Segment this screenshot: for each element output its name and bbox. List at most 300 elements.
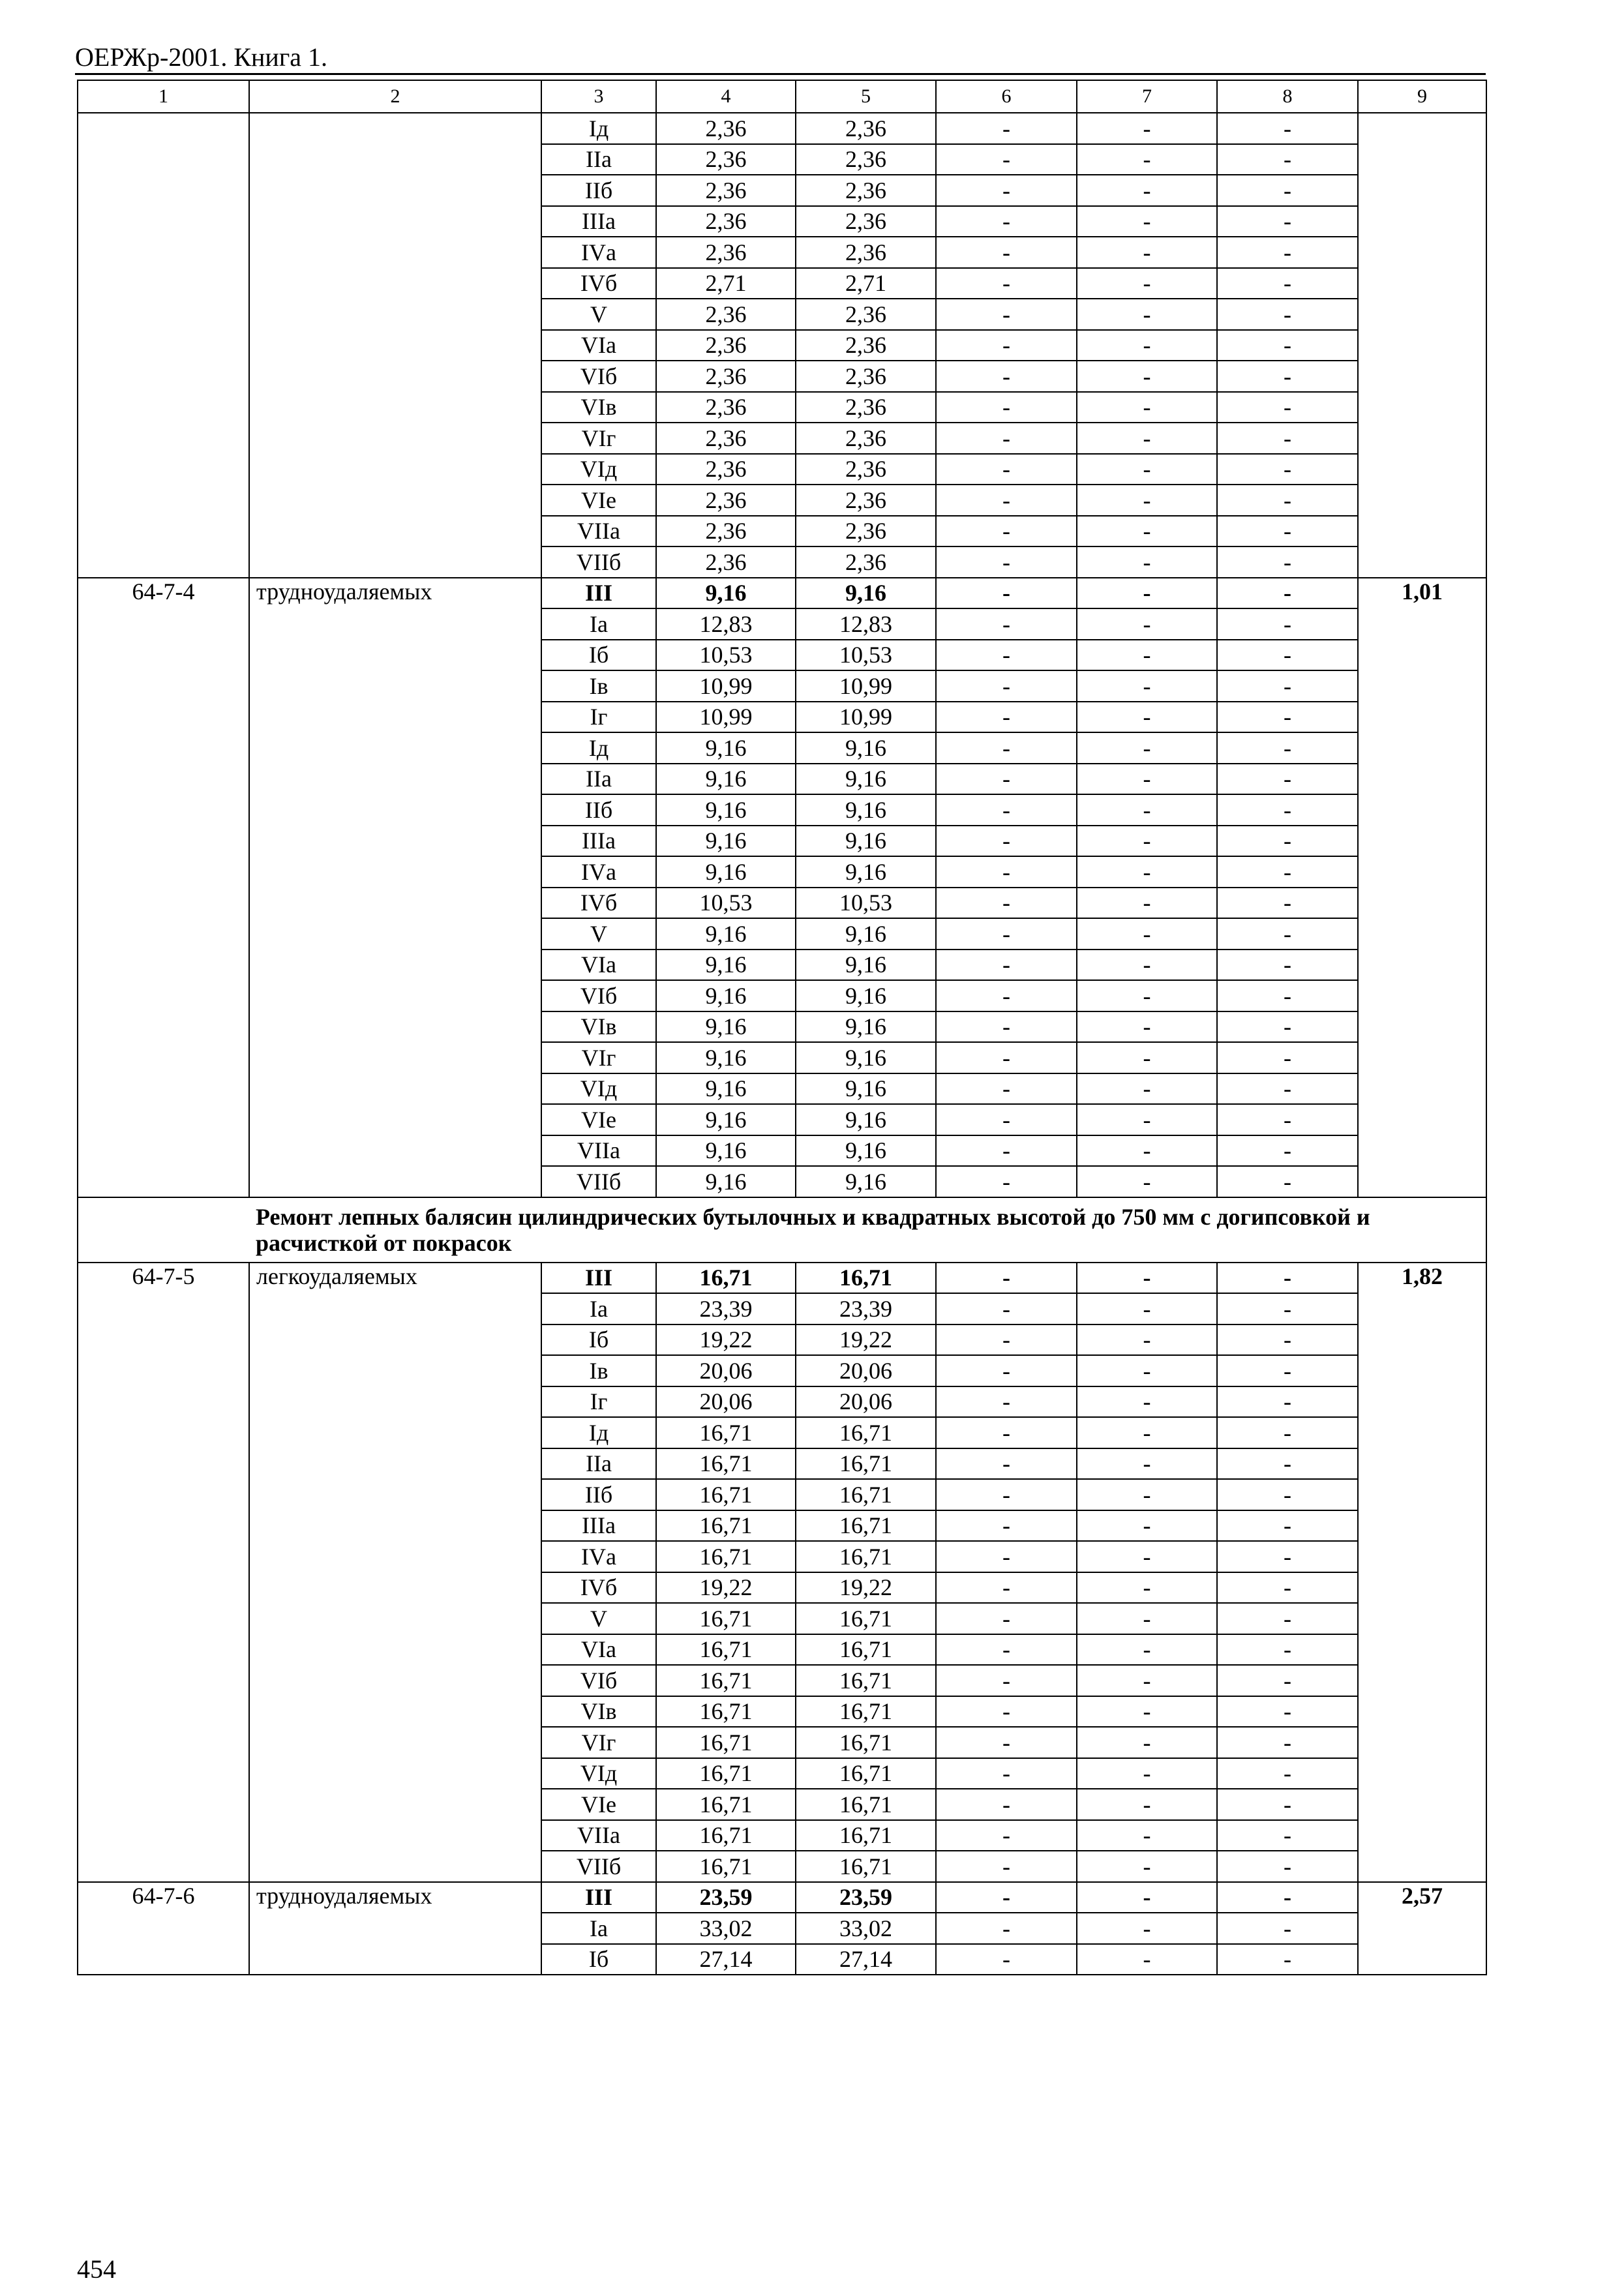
dash-cell: -: [936, 1135, 1077, 1167]
value-cell: 9,16: [656, 732, 796, 764]
zone-cell: VIе: [541, 1789, 656, 1820]
zone-cell: III: [541, 1263, 656, 1294]
zone-cell: VIд: [541, 1073, 656, 1105]
value-cell: 10,53: [656, 640, 796, 671]
dash-cell: -: [936, 702, 1077, 733]
dash-cell: -: [936, 206, 1077, 237]
value-cell: 9,16: [796, 764, 936, 795]
dash-cell: -: [1217, 640, 1358, 671]
value-cell: 16,71: [796, 1851, 936, 1882]
zone-cell: V: [541, 1603, 656, 1634]
rates-table: [77, 80, 1487, 1975]
column-header: 7: [1077, 80, 1217, 113]
dash-cell: -: [1217, 1758, 1358, 1789]
dash-cell: -: [1077, 1510, 1217, 1542]
value-cell: 9,16: [656, 1135, 796, 1167]
value-cell: 9,16: [796, 1104, 936, 1135]
dash-cell: -: [1077, 206, 1217, 237]
dash-cell: -: [1217, 1073, 1358, 1105]
item-code: [78, 113, 249, 578]
dash-cell: -: [936, 113, 1077, 144]
value-cell: 2,36: [796, 361, 936, 392]
value-cell: 9,16: [796, 1135, 936, 1167]
zone-cell: VIIб: [541, 1851, 656, 1882]
dash-cell: -: [936, 888, 1077, 919]
zone-cell: IIIа: [541, 1510, 656, 1542]
value-cell: 9,16: [796, 1073, 936, 1105]
value-cell: 16,71: [796, 1603, 936, 1634]
dash-cell: -: [1077, 1135, 1217, 1167]
zone-cell: Iб: [541, 1944, 656, 1975]
value-cell: 2,36: [656, 113, 796, 144]
item-code: 64-7-6: [78, 1882, 249, 1975]
dash-cell: -: [936, 1882, 1077, 1913]
value-cell: 9,16: [796, 950, 936, 981]
dash-cell: -: [1217, 856, 1358, 888]
dash-cell: -: [936, 299, 1077, 330]
dash-cell: -: [936, 1820, 1077, 1851]
value-cell: 16,71: [796, 1541, 936, 1572]
value-cell: 12,83: [656, 608, 796, 640]
value-cell: 16,71: [796, 1789, 936, 1820]
dash-cell: -: [1217, 918, 1358, 950]
coefficient-cell: 2,57: [1358, 1882, 1486, 1975]
dash-cell: -: [1217, 764, 1358, 795]
dash-cell: -: [936, 826, 1077, 857]
dash-cell: -: [936, 423, 1077, 454]
value-cell: 23,39: [656, 1293, 796, 1324]
dash-cell: -: [1217, 1166, 1358, 1197]
dash-cell: -: [1217, 670, 1358, 702]
value-cell: 9,16: [796, 732, 936, 764]
dash-cell: -: [936, 794, 1077, 826]
value-cell: 2,36: [796, 423, 936, 454]
value-cell: 2,36: [796, 113, 936, 144]
value-cell: 9,16: [656, 1011, 796, 1043]
column-header: 4: [656, 80, 796, 113]
dash-cell: -: [936, 918, 1077, 950]
dash-cell: -: [1217, 206, 1358, 237]
dash-cell: -: [1217, 826, 1358, 857]
value-cell: 23,59: [656, 1882, 796, 1913]
dash-cell: -: [1077, 888, 1217, 919]
dash-cell: -: [1217, 1603, 1358, 1634]
value-cell: 2,36: [656, 454, 796, 485]
dash-cell: -: [1217, 1448, 1358, 1480]
zone-cell: Iб: [541, 640, 656, 671]
value-cell: 16,71: [656, 1603, 796, 1634]
zone-cell: V: [541, 299, 656, 330]
dash-cell: -: [1217, 1789, 1358, 1820]
value-cell: 9,16: [796, 826, 936, 857]
value-cell: 9,16: [796, 980, 936, 1011]
dash-cell: -: [936, 1665, 1077, 1696]
dash-cell: -: [1217, 454, 1358, 485]
dash-cell: -: [1217, 1851, 1358, 1882]
dash-cell: -: [936, 1355, 1077, 1386]
dash-cell: -: [1077, 1696, 1217, 1728]
dash-cell: -: [1077, 1944, 1217, 1975]
dash-cell: -: [936, 670, 1077, 702]
zone-cell: Iд: [541, 732, 656, 764]
dash-cell: -: [1077, 1851, 1217, 1882]
item-code: 64-7-5: [78, 1263, 249, 1882]
value-cell: 10,99: [656, 702, 796, 733]
value-cell: 10,99: [796, 670, 936, 702]
value-cell: 16,71: [796, 1417, 936, 1448]
value-cell: 23,39: [796, 1293, 936, 1324]
value-cell: 16,71: [796, 1634, 936, 1666]
zone-cell: IVа: [541, 237, 656, 268]
value-cell: 33,02: [656, 1913, 796, 1944]
zone-cell: VIе: [541, 1104, 656, 1135]
dash-cell: -: [1217, 608, 1358, 640]
dash-cell: -: [1077, 1882, 1217, 1913]
dash-cell: -: [936, 1572, 1077, 1604]
dash-cell: -: [1077, 1541, 1217, 1572]
dash-cell: -: [936, 268, 1077, 299]
zone-cell: VIе: [541, 485, 656, 516]
value-cell: 16,71: [796, 1479, 936, 1510]
dash-cell: -: [1077, 1665, 1217, 1696]
value-cell: 2,36: [656, 423, 796, 454]
dash-cell: -: [1217, 980, 1358, 1011]
value-cell: 16,71: [656, 1541, 796, 1572]
dash-cell: -: [1077, 423, 1217, 454]
dash-cell: -: [936, 1789, 1077, 1820]
dash-cell: -: [936, 1944, 1077, 1975]
dash-cell: -: [1217, 1104, 1358, 1135]
zone-cell: IVа: [541, 1541, 656, 1572]
dash-cell: -: [1217, 299, 1358, 330]
zone-cell: VIг: [541, 1727, 656, 1758]
page-number: 454: [77, 2254, 116, 2284]
header-rule: [75, 73, 1486, 75]
zone-cell: VIб: [541, 980, 656, 1011]
dash-cell: -: [1217, 1510, 1358, 1542]
dash-cell: -: [936, 1541, 1077, 1572]
dash-cell: -: [1217, 1386, 1358, 1418]
zone-cell: VIв: [541, 1696, 656, 1728]
zone-cell: IIб: [541, 175, 656, 206]
dash-cell: -: [936, 1603, 1077, 1634]
dash-cell: -: [936, 950, 1077, 981]
dash-cell: -: [1217, 1263, 1358, 1294]
zone-cell: IIIа: [541, 826, 656, 857]
dash-cell: -: [1077, 578, 1217, 609]
dash-cell: -: [1077, 1789, 1217, 1820]
dash-cell: -: [1217, 516, 1358, 547]
dash-cell: -: [936, 764, 1077, 795]
dash-cell: -: [1077, 1293, 1217, 1324]
value-cell: 19,22: [796, 1572, 936, 1604]
dash-cell: -: [1217, 1944, 1358, 1975]
dash-cell: -: [1217, 546, 1358, 578]
dash-cell: -: [936, 1727, 1077, 1758]
column-header: 6: [936, 80, 1077, 113]
dash-cell: -: [1077, 299, 1217, 330]
dash-cell: -: [936, 485, 1077, 516]
value-cell: 10,99: [796, 702, 936, 733]
dash-cell: -: [1217, 1417, 1358, 1448]
dash-cell: -: [1217, 1634, 1358, 1666]
section-title-row: [78, 1197, 1486, 1263]
zone-cell: III: [541, 578, 656, 609]
zone-cell: III: [541, 1882, 656, 1913]
zone-cell: Iд: [541, 1417, 656, 1448]
dash-cell: -: [1077, 1386, 1217, 1418]
dash-cell: -: [1217, 1572, 1358, 1604]
dash-cell: -: [936, 1263, 1077, 1294]
dash-cell: -: [1077, 732, 1217, 764]
value-cell: 16,71: [656, 1263, 796, 1294]
dash-cell: -: [1077, 546, 1217, 578]
value-cell: 27,14: [796, 1944, 936, 1975]
dash-cell: -: [1077, 1448, 1217, 1480]
zone-cell: VIб: [541, 1665, 656, 1696]
dash-cell: -: [1077, 1913, 1217, 1944]
dash-cell: -: [936, 578, 1077, 609]
zone-cell: VIг: [541, 423, 656, 454]
dash-cell: -: [1217, 268, 1358, 299]
dash-cell: -: [1217, 1913, 1358, 1944]
dash-cell: -: [936, 608, 1077, 640]
value-cell: 2,36: [656, 206, 796, 237]
dash-cell: -: [936, 732, 1077, 764]
dash-cell: -: [1217, 423, 1358, 454]
value-cell: 2,36: [656, 144, 796, 175]
zone-cell: IVб: [541, 1572, 656, 1604]
value-cell: 16,71: [796, 1448, 936, 1480]
dash-cell: -: [1077, 1603, 1217, 1634]
dash-cell: -: [1077, 1572, 1217, 1604]
value-cell: 16,71: [656, 1665, 796, 1696]
dash-cell: -: [1077, 980, 1217, 1011]
dash-cell: -: [1217, 485, 1358, 516]
dash-cell: -: [936, 330, 1077, 361]
zone-cell: IVб: [541, 888, 656, 919]
dash-cell: -: [936, 1324, 1077, 1356]
value-cell: 19,22: [656, 1572, 796, 1604]
value-cell: 33,02: [796, 1913, 936, 1944]
zone-cell: Iд: [541, 113, 656, 144]
dash-cell: -: [1077, 485, 1217, 516]
value-cell: 2,71: [656, 268, 796, 299]
value-cell: 16,71: [656, 1510, 796, 1542]
value-cell: 16,71: [796, 1510, 936, 1542]
zone-cell: VIг: [541, 1042, 656, 1073]
zone-cell: IIб: [541, 1479, 656, 1510]
zone-cell: IVб: [541, 268, 656, 299]
table-row: [78, 1263, 1486, 1294]
value-cell: 9,16: [656, 826, 796, 857]
value-cell: 16,71: [656, 1479, 796, 1510]
value-cell: 9,16: [656, 1104, 796, 1135]
dash-cell: -: [936, 1510, 1077, 1542]
value-cell: 16,71: [796, 1727, 936, 1758]
dash-cell: -: [1217, 1696, 1358, 1728]
zone-cell: Iа: [541, 608, 656, 640]
dash-cell: -: [936, 1386, 1077, 1418]
column-header: 5: [796, 80, 936, 113]
table-row: [78, 578, 1486, 609]
dash-cell: -: [1077, 608, 1217, 640]
dash-cell: -: [1217, 1541, 1358, 1572]
zone-cell: VIIб: [541, 546, 656, 578]
value-cell: 16,71: [656, 1789, 796, 1820]
value-cell: 2,36: [656, 516, 796, 547]
dash-cell: -: [1077, 764, 1217, 795]
value-cell: 2,36: [656, 546, 796, 578]
value-cell: 9,16: [656, 918, 796, 950]
value-cell: 2,36: [796, 299, 936, 330]
dash-cell: -: [1077, 1634, 1217, 1666]
dash-cell: -: [1077, 1727, 1217, 1758]
dash-cell: -: [1077, 950, 1217, 981]
dash-cell: -: [1077, 1758, 1217, 1789]
dash-cell: -: [936, 1913, 1077, 1944]
value-cell: 16,71: [656, 1417, 796, 1448]
dash-cell: -: [1077, 640, 1217, 671]
dash-cell: -: [1217, 888, 1358, 919]
value-cell: 10,99: [656, 670, 796, 702]
value-cell: 9,16: [656, 794, 796, 826]
dash-cell: -: [1217, 1479, 1358, 1510]
item-name: трудноудаляемых: [249, 578, 541, 1197]
zone-cell: VIд: [541, 454, 656, 485]
value-cell: 10,53: [656, 888, 796, 919]
dash-cell: -: [1217, 794, 1358, 826]
item-name: трудноудаляемых: [249, 1882, 541, 1975]
document-header: ОЕРЖр-2001. Книга 1.: [75, 42, 327, 72]
value-cell: 9,16: [656, 980, 796, 1011]
zone-cell: VIа: [541, 950, 656, 981]
value-cell: 10,53: [796, 888, 936, 919]
dash-cell: -: [1217, 1042, 1358, 1073]
dash-cell: -: [1077, 1042, 1217, 1073]
dash-cell: -: [936, 1417, 1077, 1448]
value-cell: 2,36: [796, 206, 936, 237]
value-cell: 9,16: [796, 1042, 936, 1073]
zone-cell: IIб: [541, 794, 656, 826]
value-cell: 2,36: [796, 516, 936, 547]
zone-cell: IVа: [541, 856, 656, 888]
dash-cell: -: [936, 1634, 1077, 1666]
dash-cell: -: [936, 516, 1077, 547]
zone-cell: Iв: [541, 1355, 656, 1386]
dash-cell: -: [1217, 392, 1358, 423]
value-cell: 23,59: [796, 1882, 936, 1913]
table-row: [78, 1882, 1486, 1913]
dash-cell: -: [1077, 113, 1217, 144]
zone-cell: VIв: [541, 1011, 656, 1043]
column-header: 9: [1358, 80, 1486, 113]
dash-cell: -: [1217, 1324, 1358, 1356]
zone-cell: IIа: [541, 144, 656, 175]
value-cell: 2,36: [656, 237, 796, 268]
value-cell: 2,36: [796, 330, 936, 361]
dash-cell: -: [1217, 1011, 1358, 1043]
dash-cell: -: [1077, 794, 1217, 826]
value-cell: 12,83: [796, 608, 936, 640]
value-cell: 16,71: [796, 1263, 936, 1294]
zone-cell: VIд: [541, 1758, 656, 1789]
zone-cell: VIIб: [541, 1166, 656, 1197]
value-cell: 9,16: [656, 1166, 796, 1197]
dash-cell: -: [936, 640, 1077, 671]
dash-cell: -: [936, 1042, 1077, 1073]
section-title: Ремонт лепных балясин цилиндрических бутылочных и квадратных высотой до 750 мм с догипсовкой и расчисткой от покрасок: [249, 1197, 1486, 1263]
dash-cell: -: [936, 1166, 1077, 1197]
value-cell: 16,71: [656, 1820, 796, 1851]
item-name: [249, 113, 541, 578]
value-cell: 16,71: [796, 1696, 936, 1728]
zone-cell: VIб: [541, 361, 656, 392]
dash-cell: -: [1217, 1293, 1358, 1324]
dash-cell: -: [936, 980, 1077, 1011]
value-cell: 9,16: [656, 1042, 796, 1073]
dash-cell: -: [936, 454, 1077, 485]
zone-cell: VIIа: [541, 516, 656, 547]
dash-cell: -: [1077, 516, 1217, 547]
dash-cell: -: [1077, 144, 1217, 175]
dash-cell: -: [1077, 856, 1217, 888]
dash-cell: -: [1217, 1665, 1358, 1696]
value-cell: 20,06: [796, 1355, 936, 1386]
dash-cell: -: [1077, 1417, 1217, 1448]
dash-cell: -: [936, 1479, 1077, 1510]
zone-cell: IIIа: [541, 206, 656, 237]
dash-cell: -: [1077, 670, 1217, 702]
dash-cell: -: [1077, 826, 1217, 857]
dash-cell: -: [936, 392, 1077, 423]
dash-cell: -: [1077, 454, 1217, 485]
value-cell: 9,16: [656, 764, 796, 795]
zone-cell: VIIа: [541, 1135, 656, 1167]
dash-cell: -: [936, 1104, 1077, 1135]
dash-cell: -: [1217, 175, 1358, 206]
value-cell: 19,22: [656, 1324, 796, 1356]
value-cell: 16,71: [656, 1696, 796, 1728]
zone-cell: VIIа: [541, 1820, 656, 1851]
dash-cell: -: [1077, 1324, 1217, 1356]
value-cell: 2,36: [796, 454, 936, 485]
zone-cell: IIа: [541, 1448, 656, 1480]
dash-cell: -: [1077, 175, 1217, 206]
dash-cell: -: [1077, 1355, 1217, 1386]
dash-cell: -: [936, 361, 1077, 392]
dash-cell: -: [936, 1011, 1077, 1043]
column-number-row: [78, 80, 1486, 113]
value-cell: 9,16: [796, 1166, 936, 1197]
dash-cell: -: [1217, 113, 1358, 144]
dash-cell: -: [1077, 1166, 1217, 1197]
value-cell: 2,36: [796, 546, 936, 578]
column-header: 8: [1217, 80, 1358, 113]
zone-cell: Iб: [541, 1324, 656, 1356]
dash-cell: -: [1217, 237, 1358, 268]
table-row: [78, 113, 1486, 144]
value-cell: 2,71: [796, 268, 936, 299]
dash-cell: -: [1077, 1820, 1217, 1851]
zone-cell: V: [541, 918, 656, 950]
dash-cell: -: [1077, 392, 1217, 423]
value-cell: 10,53: [796, 640, 936, 671]
dash-cell: -: [1217, 950, 1358, 981]
zone-cell: IIа: [541, 764, 656, 795]
dash-cell: -: [1217, 361, 1358, 392]
dash-cell: -: [1077, 237, 1217, 268]
